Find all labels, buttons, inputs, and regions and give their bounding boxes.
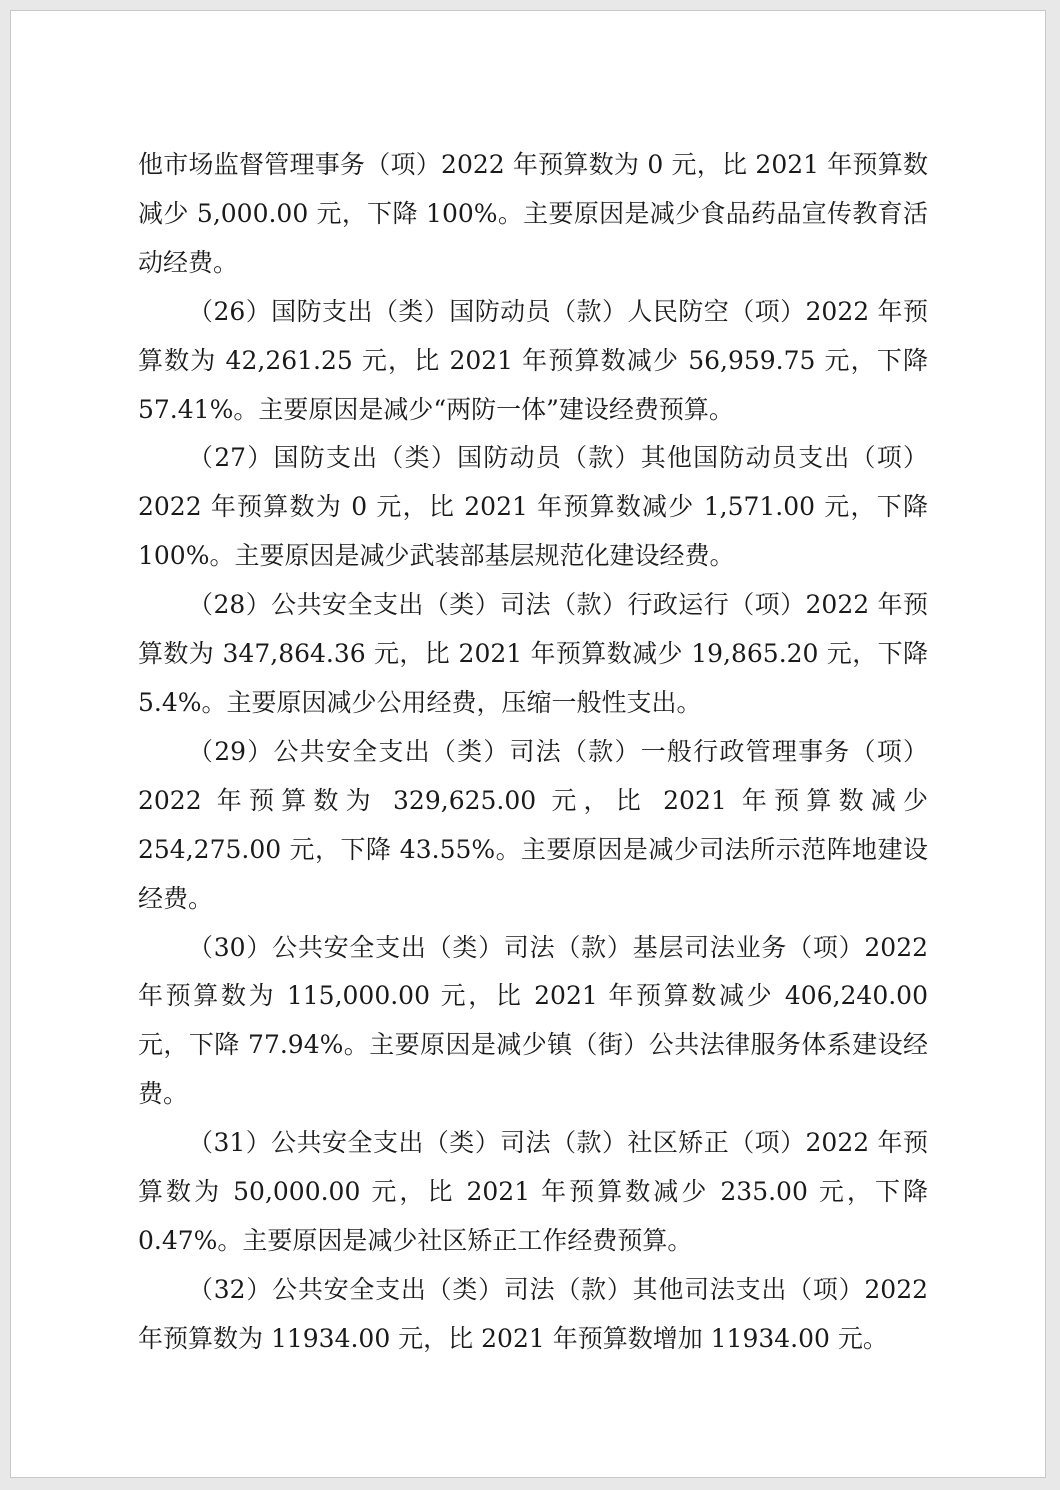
paragraph-30-grassroots-judicial-business: （30）公共安全支出（类）司法（款）基层司法业务（项）2022 年预算数为 115,000.00 元，比 2021 年预算数减少 406,240.00 元，下降 77.94%。主要原因是减少镇（街）公共法律服务体系建设经费。 [138,932,928,1109]
document-page [10,10,1046,1478]
paragraph-market-supervision: 他市场监督管理事务（项）2022 年预算数为 0 元，比 2021 年预算数减少 5,000.00 元，下降 100%。主要原因是减少食品药品宣传教育活动经费。 [138,150,928,277]
paragraph-28-judicial-administration: （28）公共安全支出（类）司法（款）行政运行（项）2022 年预算数为 347,864.36 元，比 2021 年预算数减少 19,865.20 元，下降 5.4%。主要原因减少公用经费，压缩一般性支出。 [138,590,928,717]
paragraph-26-civil-air-defense: （26）国防支出（类）国防动员（款）人民防空（项）2022 年预算数为 42,261.25 元，比 2021 年预算数减少 56,959.75 元，下降 57.41%。主要原因是减少“两防一体”建设经费预算。 [138,296,928,424]
paragraph-31-community-correction: （31）公共安全支出（类）司法（款）社区矫正（项）2022 年预算数为 50,000.00 元，比 2021 年预算数减少 235.00 元，下降 0.47%。主要原因是减少社区矫正工作经费预算。 [138,1128,928,1255]
document-body [138,141,928,1364]
paragraph-32-other-judicial-expenditure: （32）公共安全支出（类）司法（款）其他司法支出（项）2022 年预算数为 11934.00 元，比 2021 年预算数增加 11934.00 元。 [138,1274,928,1353]
paragraph-29-general-administrative-affairs: （29）公共安全支出（类）司法（款）一般行政管理事务（项）2022 年预算数为 329,625.00 元，比 2021 年预算数减少 254,275.00 元，下降 43.55%。主要原因是减少司法所示范阵地建设经费。 [138,736,928,913]
paragraph-27-other-defense-mobilization: （27）国防支出（类）国防动员（款）其他国防动员支出（项）2022 年预算数为 0 元，比 2021 年预算数减少 1,571.00 元，下降 100%。主要原因是减少武装部基层规范化建设经费。 [138,443,928,571]
